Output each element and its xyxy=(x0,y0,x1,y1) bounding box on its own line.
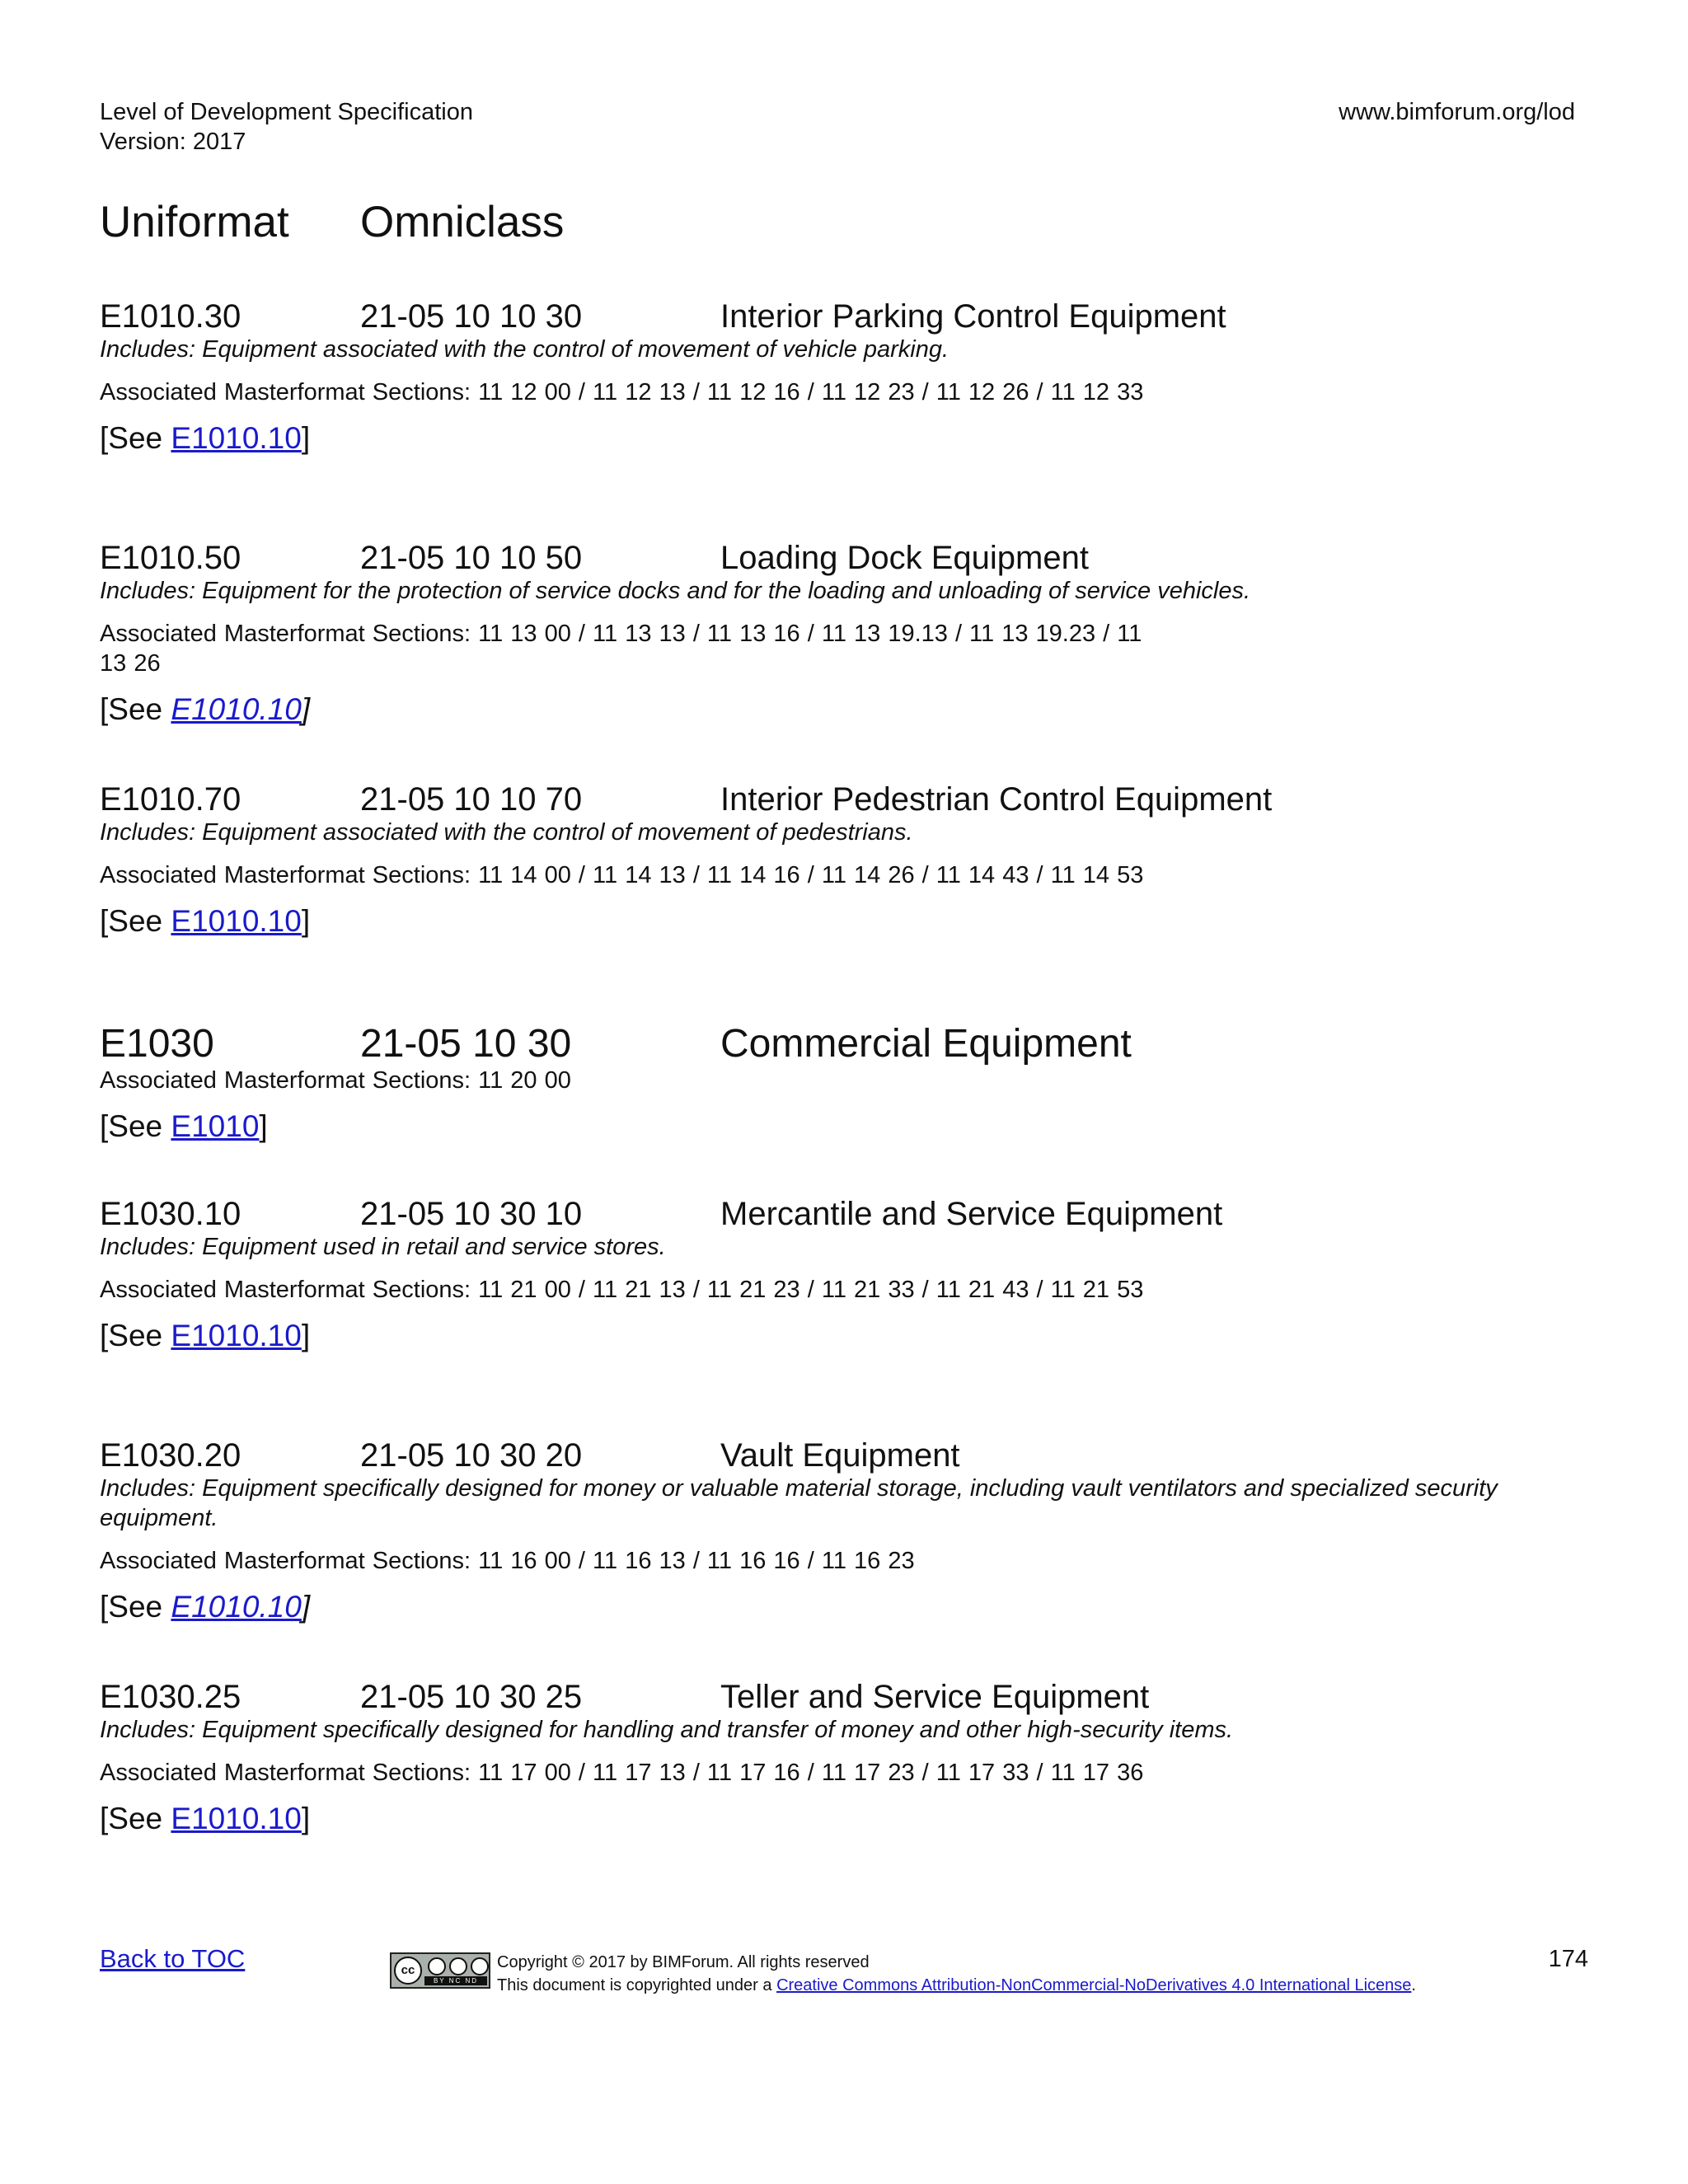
masterformat-sections: Associated Masterformat Sections: 11 20 00 xyxy=(100,1067,571,1094)
see-prefix: [See xyxy=(100,1109,171,1143)
header-url: www.bimforum.org/lod xyxy=(1339,99,1575,125)
omniclass-code: 21-05 10 10 70 xyxy=(360,781,583,818)
entry-e1030 xyxy=(100,1021,1583,1194)
masterformat-sections: Associated Masterformat Sections: 11 16 00 / 11 16 13 / 11 16 16 / 11 16 23 xyxy=(100,1548,915,1574)
see-reference xyxy=(100,691,1583,728)
see-link[interactable]: E1010.10 xyxy=(171,904,302,938)
entry-e1030-10 xyxy=(100,1194,1583,1436)
page-number: 174 xyxy=(1548,1946,1588,1972)
back-to-toc-link[interactable]: Back to TOC xyxy=(100,1944,246,1973)
omniclass-code: 21-05 10 30 10 xyxy=(360,1196,583,1232)
document-title: Level of Development Specification xyxy=(100,99,473,125)
cc-by-icon xyxy=(428,1957,446,1975)
entry-title: Commercial Equipment xyxy=(720,1022,1132,1066)
see-suffix: ] xyxy=(301,904,311,938)
see-suffix: ] xyxy=(301,1802,311,1835)
column-headings xyxy=(100,196,564,249)
see-reference xyxy=(100,903,1583,940)
see-reference xyxy=(100,420,1583,457)
see-link[interactable]: E1010.10 xyxy=(171,1590,302,1624)
cc-logo-icon: cc xyxy=(394,1957,422,1985)
entry-title-row xyxy=(100,780,1583,819)
entry-title-row xyxy=(100,1021,1583,1067)
see-link[interactable]: E1010 xyxy=(171,1109,260,1143)
entry-e1010-50 xyxy=(100,538,1583,780)
includes-text: Includes: Equipment used in retail and service stores. xyxy=(100,1234,666,1260)
page-header-left xyxy=(100,97,473,157)
omniclass-code: 21-05 10 30 xyxy=(360,1022,572,1066)
copyright-line: Copyright © 2017 by BIMForum. All rights reserved xyxy=(497,1953,870,1971)
see-prefix: [See xyxy=(100,421,171,455)
entry-title: Loading Dock Equipment xyxy=(720,540,1089,576)
see-prefix: [See xyxy=(100,1319,171,1352)
license-text xyxy=(497,1951,1416,1997)
uniformat-code: E1010.30 xyxy=(100,298,241,335)
license-prefix: This document is copyrighted under a xyxy=(497,1976,777,1994)
license-line xyxy=(497,1974,1416,1997)
uniformat-code: E1030.10 xyxy=(100,1196,241,1232)
entry-title-row xyxy=(100,1677,1583,1717)
includes-text: Includes: Equipment specifically designed for money or valuable material storage, including vault ventilators and specialized security equipment. xyxy=(100,1475,1498,1531)
see-prefix: [See xyxy=(100,692,171,726)
see-link[interactable]: E1010.10 xyxy=(171,692,302,726)
masterformat-sections: Associated Masterformat Sections: 11 12 00 / 11 12 13 / 11 12 16 / 11 12 23 / 11 12 26 / 11 12 33 xyxy=(100,379,1144,405)
see-reference xyxy=(100,1801,1583,1837)
entry-title-row xyxy=(100,538,1583,578)
column-heading-uniformat: Uniformat xyxy=(100,198,289,246)
includes-text: Includes: Equipment associated with the control of movement of pedestrians. xyxy=(100,819,913,846)
entry-title: Interior Pedestrian Control Equipment xyxy=(720,781,1273,818)
entry-title: Mercantile and Service Equipment xyxy=(720,1196,1223,1232)
see-prefix: [See xyxy=(100,1590,171,1624)
masterformat-sections: Associated Masterformat Sections: 11 17 00 / 11 17 13 / 11 17 16 / 11 17 23 / 11 17 33 / 11 17 36 xyxy=(100,1760,1144,1786)
see-reference xyxy=(100,1108,1583,1145)
uniformat-code: E1030.20 xyxy=(100,1437,241,1474)
entry-title: Teller and Service Equipment xyxy=(720,1679,1150,1715)
masterformat-sections: Associated Masterformat Sections: 11 14 00 / 11 14 13 / 11 14 16 / 11 14 26 / 11 14 43 / 11 14 53 xyxy=(100,862,1144,888)
entry-list xyxy=(100,297,1583,1919)
masterformat-sections: Associated Masterformat Sections: 11 21 00 / 11 21 13 / 11 21 23 / 11 21 33 / 11 21 43 / 11 21 53 xyxy=(100,1277,1144,1303)
see-suffix: ] xyxy=(259,1109,268,1143)
cc-nd-icon xyxy=(471,1957,489,1975)
omniclass-code: 21-05 10 10 30 xyxy=(360,298,583,335)
see-link[interactable]: E1010.10 xyxy=(171,1802,302,1835)
omniclass-code: 21-05 10 30 25 xyxy=(360,1679,583,1715)
entry-title-row xyxy=(100,297,1583,336)
entry-title: Vault Equipment xyxy=(720,1437,960,1474)
see-suffix: ] xyxy=(301,421,311,455)
entry-e1010-30 xyxy=(100,297,1583,538)
license-suffix: . xyxy=(1411,1976,1416,1994)
license-link[interactable]: Creative Commons Attribution-NonCommercial-NoDerivatives 4.0 International License xyxy=(776,1976,1412,1994)
omniclass-code: 21-05 10 10 50 xyxy=(360,540,583,576)
see-link[interactable]: E1010.10 xyxy=(171,1319,302,1352)
masterformat-sections: Associated Masterformat Sections: 11 13 00 / 11 13 13 / 11 13 16 / 11 13 19.13 / 11 13 19.23 / 11 13 26 xyxy=(100,621,1142,677)
entry-title-row xyxy=(100,1436,1583,1475)
see-suffix: ] xyxy=(301,1590,311,1624)
creative-commons-badge-icon[interactable] xyxy=(390,1952,490,1989)
see-link[interactable]: E1010.10 xyxy=(171,421,302,455)
entry-e1030-20 xyxy=(100,1436,1583,1677)
entry-title-row xyxy=(100,1194,1583,1234)
entry-e1010-70 xyxy=(100,780,1583,1021)
entry-title: Interior Parking Control Equipment xyxy=(720,298,1226,335)
includes-text: Includes: Equipment associated with the control of movement of vehicle parking. xyxy=(100,336,950,363)
uniformat-code: E1010.70 xyxy=(100,781,241,818)
uniformat-code: E1030 xyxy=(100,1022,214,1066)
includes-text: Includes: Equipment for the protection of service docks and for the loading and unloading of service vehicles. xyxy=(100,578,1251,604)
license-block xyxy=(390,1951,1416,1997)
uniformat-code: E1010.50 xyxy=(100,540,241,576)
see-suffix: ] xyxy=(301,1319,311,1352)
see-prefix: [See xyxy=(100,1802,171,1835)
omniclass-code: 21-05 10 30 20 xyxy=(360,1437,583,1474)
see-reference xyxy=(100,1318,1583,1354)
see-suffix: ] xyxy=(301,692,311,726)
entry-e1030-25 xyxy=(100,1677,1583,1919)
cc-nc-icon xyxy=(449,1957,467,1975)
see-reference xyxy=(100,1589,1583,1625)
uniformat-code: E1030.25 xyxy=(100,1679,241,1715)
document-version: Version: 2017 xyxy=(100,129,246,155)
includes-text: Includes: Equipment specifically designed for handling and transfer of money and other high-security items. xyxy=(100,1717,1234,1743)
see-prefix: [See xyxy=(100,904,171,938)
cc-badge-strip: BY NC ND xyxy=(424,1976,487,1985)
footer-toc xyxy=(100,1943,245,1975)
column-heading-omniclass: Omniclass xyxy=(360,198,565,246)
